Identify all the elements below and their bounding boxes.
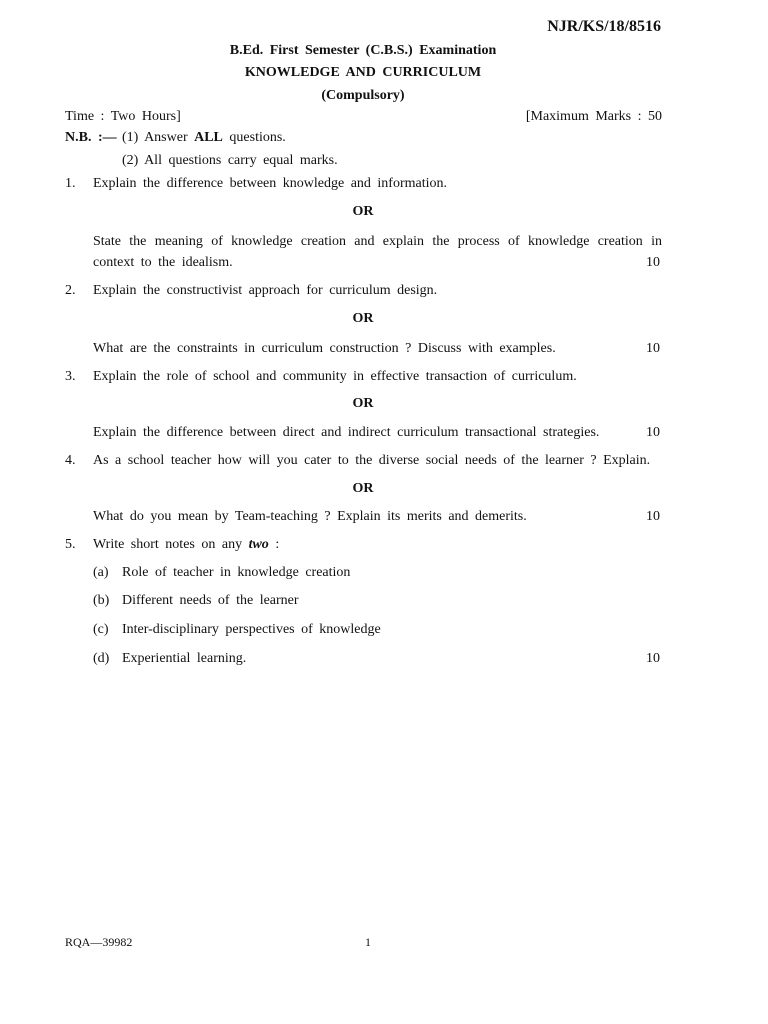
instruction-item (122, 130, 286, 146)
question-text: Explain the role of school and community in effective transaction of curriculum. (93, 369, 577, 384)
or-separator: OR (352, 396, 374, 411)
sub-question-label: (d) (93, 651, 110, 666)
question-marks: 10 (646, 255, 660, 270)
question-text-post: : (268, 537, 280, 552)
question-alt: What are the constraints in curriculum construction ? Discuss with examples. (93, 341, 556, 356)
question-number: 4. (65, 453, 76, 468)
sub-question-text: Role of teacher in knowledge creation (122, 565, 351, 580)
question-marks: 10 (646, 425, 660, 440)
question-text: As a school teacher how will you cater to the diverse social needs of the learner ? Explain. (93, 453, 651, 468)
instruction-item (122, 153, 338, 169)
question-marks: 10 (646, 341, 660, 356)
or-separator: OR (352, 481, 374, 496)
question-number: 3. (65, 369, 76, 384)
instruction-emphasis: ALL (194, 130, 223, 145)
instruction-num: (2) (122, 153, 139, 168)
sub-question-label: (a) (93, 565, 109, 580)
instruction-text-post: questions. (222, 130, 286, 145)
max-marks-label: [Maximum Marks : 50 (525, 109, 662, 124)
question-emphasis: two (248, 537, 269, 552)
or-separator: OR (352, 311, 374, 326)
question-text: Explain the constructivist approach for curriculum design. (93, 283, 438, 298)
instruction-num: (1) (122, 130, 139, 145)
sub-question-text: Experiential learning. (122, 651, 247, 666)
question-alt: Explain the difference between direct and indirect curriculum transactional strategies. (93, 425, 600, 440)
question-marks: 10 (646, 509, 660, 524)
exam-title: B.Ed. First Semester (C.B.S.) Examination (229, 43, 497, 58)
question-text-pre: Write short notes on any (93, 537, 249, 552)
instruction-text: All questions carry equal marks. (144, 153, 338, 168)
sub-question-text: Inter-disciplinary perspectives of knowledge (122, 622, 381, 637)
instructions-label: N.B. :— (65, 130, 117, 145)
footer-code: RQA—39982 (65, 935, 133, 949)
sub-question-label: (c) (93, 622, 109, 637)
or-separator: OR (352, 204, 374, 219)
sub-question-text: Different needs of the learner (122, 593, 299, 608)
question-text (93, 537, 279, 553)
question-number: 1. (65, 176, 76, 191)
instruction-text-pre: Answer (144, 130, 195, 145)
paper-type: (Compulsory) (321, 88, 405, 103)
question-alt-line: context to the idealism. (93, 255, 233, 270)
page-number: 1 (365, 935, 371, 949)
time-label: Time : Two Hours] (65, 109, 181, 124)
question-alt: What do you mean by Team-teaching ? Explain its merits and demerits. (93, 509, 527, 524)
question-number: 2. (65, 283, 76, 298)
question-marks: 10 (646, 651, 660, 666)
question-text: Explain the difference between knowledge and information. (93, 176, 448, 191)
paper-code: NJR/KS/18/8516 (547, 18, 661, 35)
question-alt-line: State the meaning of knowledge creation and explain the process of knowledge creation in (93, 234, 662, 249)
sub-question-label: (b) (93, 593, 110, 608)
subject-title: KNOWLEDGE AND CURRICULUM (244, 65, 482, 80)
question-number: 5. (65, 537, 76, 552)
